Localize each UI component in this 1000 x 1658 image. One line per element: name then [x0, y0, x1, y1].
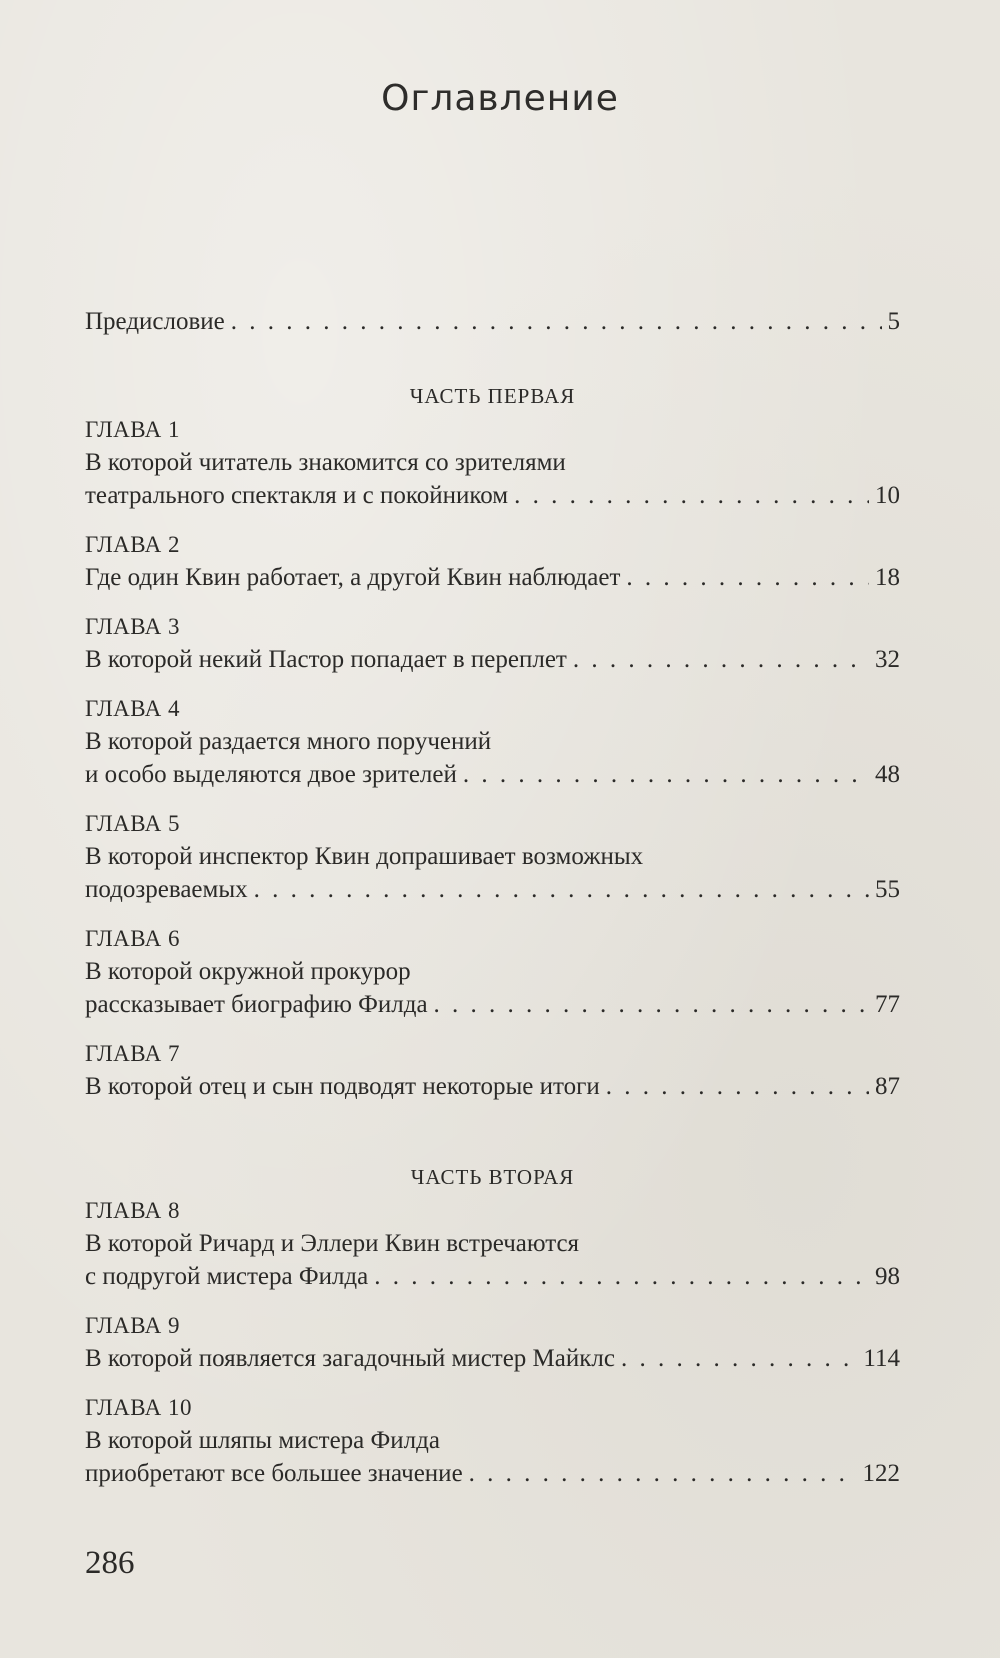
chapter-label: ГЛАВА 3: [85, 614, 181, 639]
chapter-label: ГЛАВА 2: [85, 532, 181, 557]
leader-dots: [374, 1260, 869, 1293]
leader-dots: [434, 988, 869, 1021]
page-number: 114: [863, 1345, 900, 1372]
entry-title-line: В которой инспектор Квин допрашивает возможных: [85, 843, 644, 870]
page-number: 48: [875, 761, 900, 788]
leader-dots: [621, 1342, 857, 1375]
folio-page-number: 286: [85, 1545, 135, 1581]
chapter-label: ГЛАВА 4: [85, 696, 181, 721]
page-number: 87: [875, 1073, 900, 1100]
toc-entry-chapter-6: [85, 922, 900, 1021]
toc-entry-chapter-3: [85, 610, 900, 676]
toc-entry-chapter-9: [85, 1309, 900, 1375]
entry-title-line: Где один Квин работает, а другой Квин наблюдает: [85, 564, 621, 591]
leader-dots: [606, 1070, 869, 1103]
toc-entry-chapter-2: [85, 528, 900, 594]
entry-title-line: приобретают все большее значение: [85, 1460, 463, 1487]
chapter-label: ГЛАВА 6: [85, 926, 181, 951]
page-number: 18: [875, 564, 900, 591]
chapter-label: ГЛАВА 1: [85, 417, 181, 442]
toc-entry-chapter-5: [85, 807, 900, 906]
entry-title: Предисловие: [85, 308, 225, 335]
page-number: 98: [875, 1263, 900, 1290]
entry-title-line: В которой окружной прокурор: [85, 958, 411, 985]
table-of-contents: [85, 305, 900, 1490]
toc-entry-chapter-7: [85, 1037, 900, 1103]
toc-entry-chapter-8: [85, 1194, 900, 1293]
leader-dots: [514, 479, 869, 512]
entry-title-line: В которой Ричард и Эллери Квин встречаются: [85, 1230, 580, 1257]
leader-dots: [469, 1457, 857, 1490]
page-number: 55: [875, 876, 900, 903]
chapter-label: ГЛАВА 9: [85, 1313, 181, 1338]
chapter-label: ГЛАВА 7: [85, 1041, 181, 1066]
entry-title-line: с подругой мистера Филда: [85, 1263, 369, 1290]
entry-title-line: В которой отец и сын подводят некоторые итоги: [85, 1073, 600, 1100]
entry-title-line: В которой раздается много поручений: [85, 728, 492, 755]
page-title: Оглавление: [381, 78, 619, 119]
toc-entry-chapter-1: [85, 413, 900, 512]
part-title: ЧАСТЬ ВТОРАЯ: [410, 1165, 575, 1189]
toc-entry-chapter-10: [85, 1391, 900, 1490]
toc-entry-preface: [85, 305, 900, 338]
entry-title-line: В которой шляпы мистера Филда: [85, 1427, 440, 1454]
page-number: 5: [887, 308, 900, 335]
chapter-label: ГЛАВА 8: [85, 1198, 181, 1223]
leader-dots: [254, 873, 869, 906]
leader-dots: [573, 643, 869, 676]
page-number: 77: [875, 991, 900, 1018]
part-title: ЧАСТЬ ПЕРВАЯ: [409, 384, 576, 408]
chapter-label: ГЛАВА 10: [85, 1395, 193, 1420]
page-number: 32: [875, 646, 900, 673]
entry-title-line: В которой появляется загадочный мистер Майклс: [85, 1345, 615, 1372]
chapter-label: ГЛАВА 5: [85, 811, 181, 836]
leader-dots: [463, 758, 869, 791]
entry-title-line: и особо выделяются двое зрителей: [85, 761, 457, 788]
entry-title-line: В которой читатель знакомится со зрителями: [85, 449, 566, 476]
entry-title-line: рассказывает биографию Филда: [85, 991, 428, 1018]
entry-title-line: подозреваемых: [85, 876, 248, 903]
page-number: 122: [862, 1460, 900, 1487]
leader-dots: [626, 561, 869, 594]
entry-title-line: В которой некий Пастор попадает в переплет: [85, 646, 567, 673]
entry-title-line: театрального спектакля и с покойником: [85, 482, 509, 509]
page-number: 10: [875, 482, 900, 509]
leader-dots: [231, 305, 882, 338]
toc-entry-chapter-4: [85, 692, 900, 791]
